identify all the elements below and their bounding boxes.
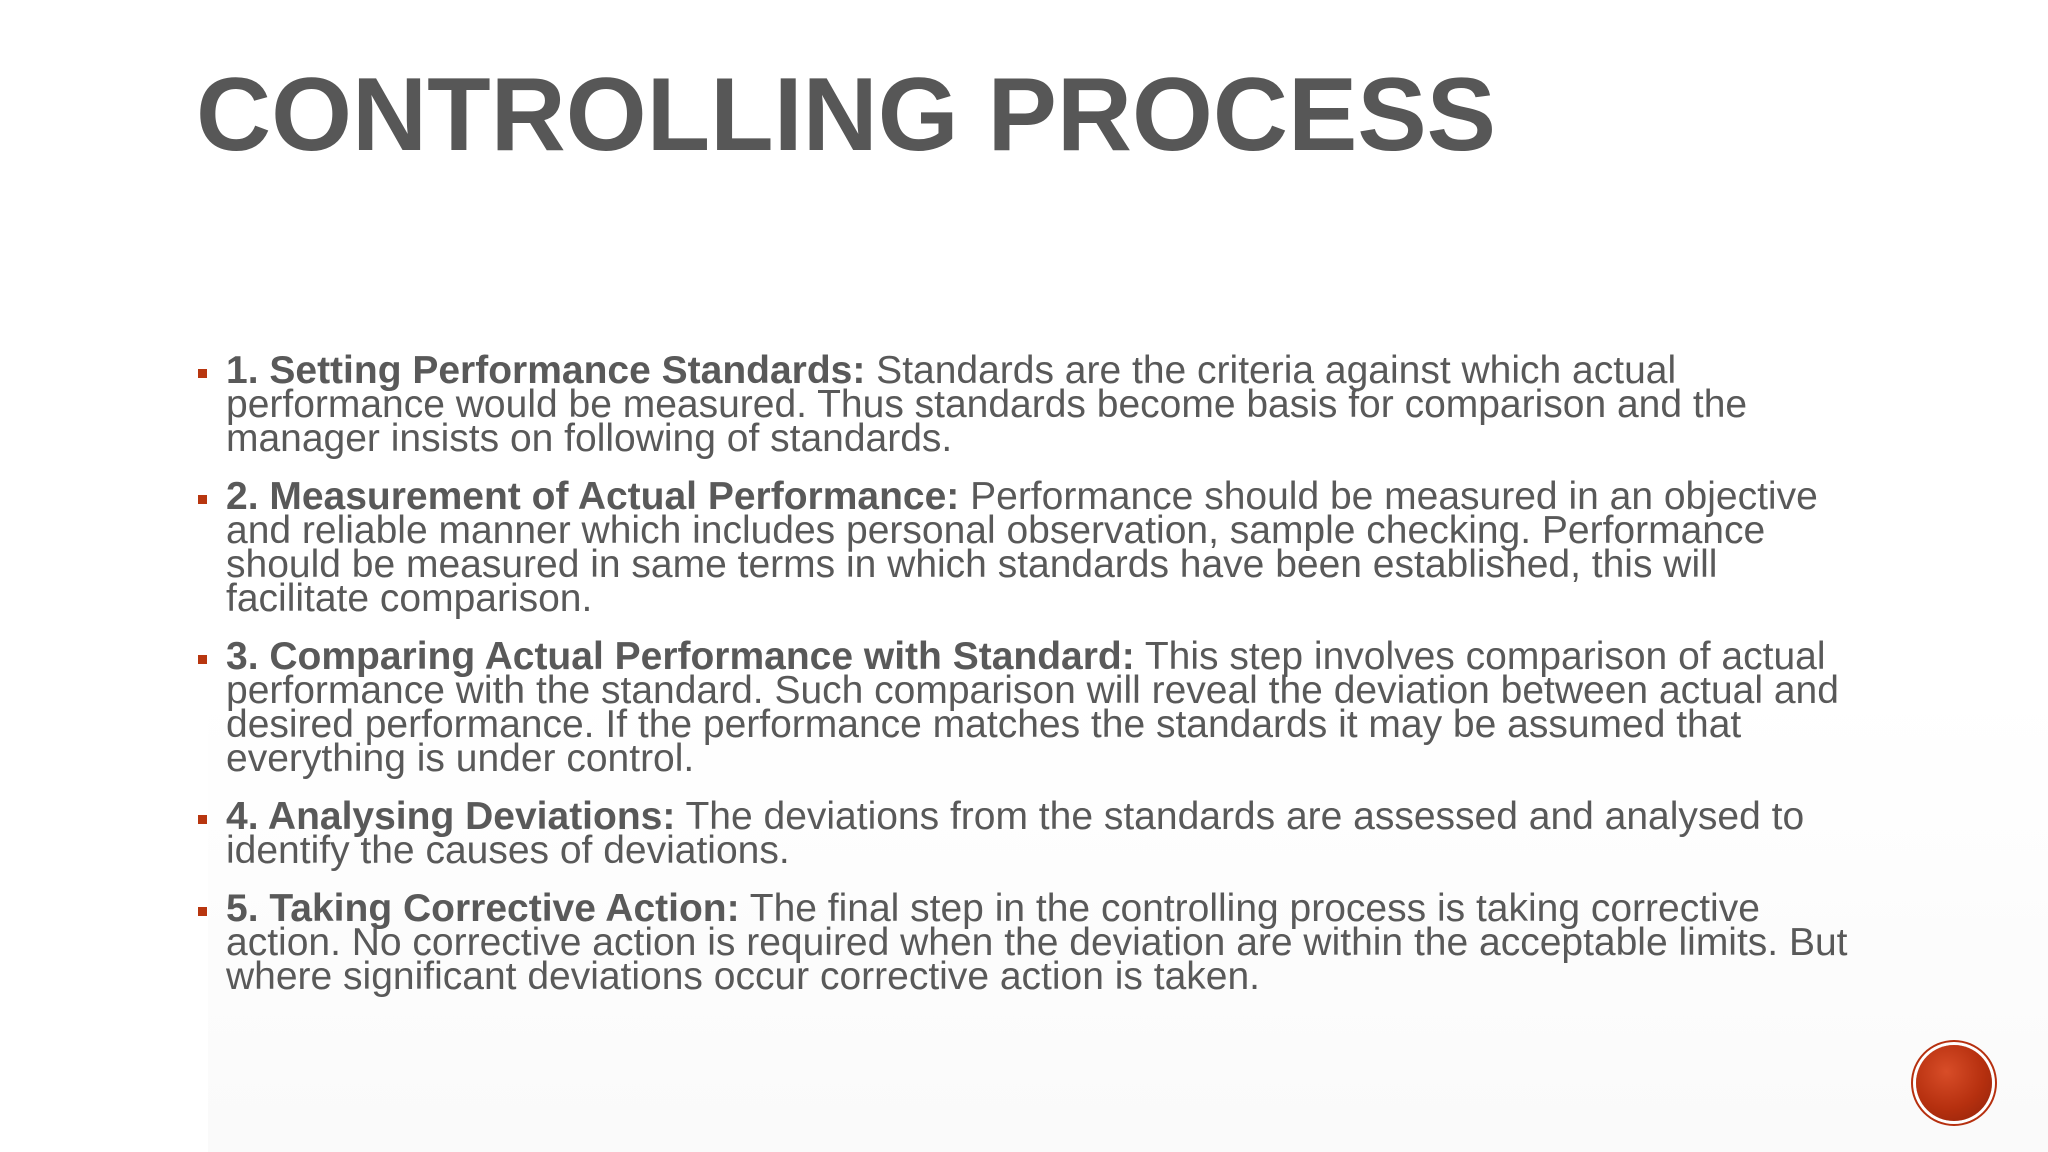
bullet-heading: 5. Taking Corrective Action:: [226, 887, 740, 930]
bullet-text: Performance should be measured in an objective and reliable manner which includes personal observation, sample checking. Performance should be measured in same terms in which standards have been established, this will facilitate comparison.: [226, 475, 1818, 620]
square-bullet-icon: [198, 495, 207, 504]
bullet-heading: 4. Analysing Deviations:: [226, 795, 676, 838]
square-bullet-icon: [198, 815, 207, 824]
bullet-heading: 1. Setting Performance Standards:: [226, 349, 866, 392]
bullet-heading: 2. Measurement of Actual Performance:: [226, 475, 960, 518]
bullet-text: The deviations from the standards are assessed and analysed to identify the causes of deviations.: [226, 795, 1805, 872]
bullet-text: Standards are the criteria against which actual performance would be measured. Thus standards become basis for comparison and the manager insists on following of standards.: [226, 349, 1748, 460]
red-circle-nav-icon[interactable]: [1916, 1045, 1992, 1121]
bullet-item: [196, 887, 1856, 998]
square-bullet-icon: [198, 655, 207, 664]
bullet-list: [196, 349, 1856, 1018]
bullet-item: [196, 795, 1856, 872]
bullet-heading: 3. Comparing Actual Performance with Standard:: [226, 635, 1135, 678]
bullet-text: This step involves comparison of actual performance with the standard. Such comparison will reveal the deviation between actual and desired performance. If the performance matches the standards it may be assumed that everything is under control.: [226, 635, 1839, 780]
slide-title: CONTROLLING PROCESS: [196, 57, 1497, 173]
square-bullet-icon: [198, 907, 207, 916]
square-bullet-icon: [198, 369, 207, 378]
bullet-item: [196, 475, 1856, 620]
bullet-item: [196, 349, 1856, 460]
bullet-item: [196, 635, 1856, 780]
bullet-text: The final step in the controlling process is taking corrective action. No corrective action is required when the deviation are within the acceptable limits. But where significant deviations occur corrective action is taken.: [226, 887, 1848, 998]
